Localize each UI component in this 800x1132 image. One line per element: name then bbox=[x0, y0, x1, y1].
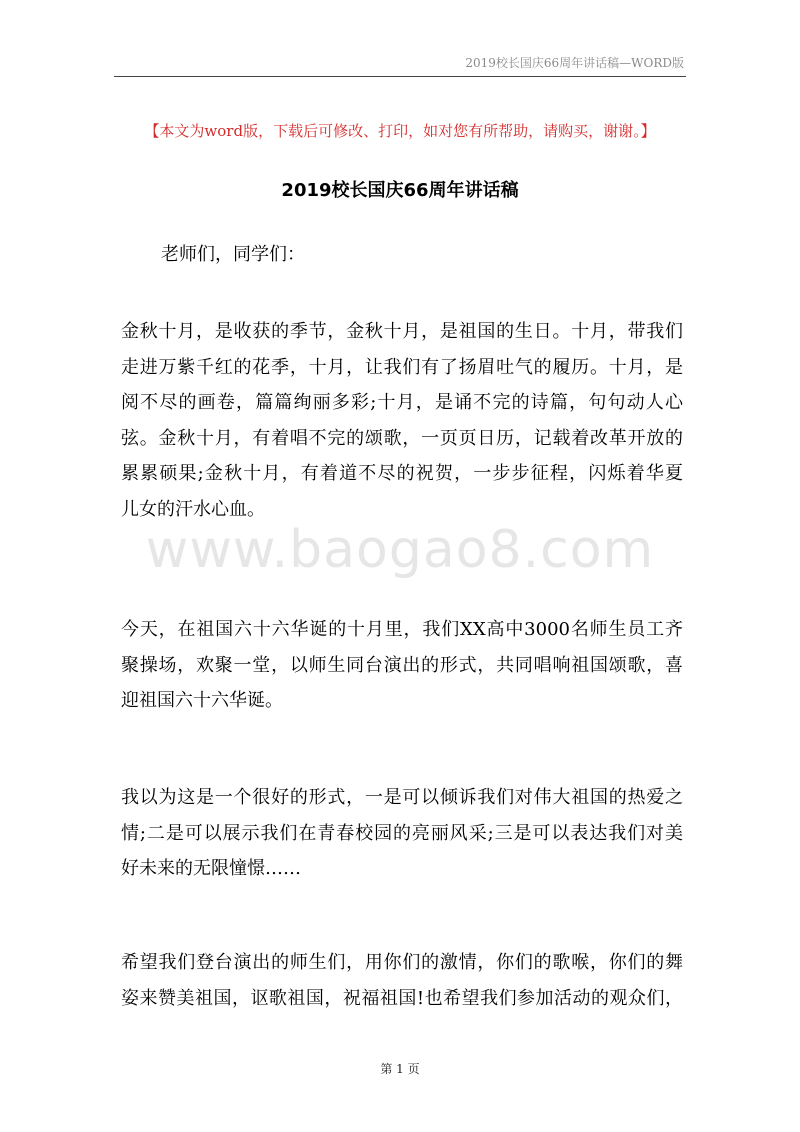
paragraph-2 bbox=[121, 612, 683, 719]
text-line: 情;二是可以展示我们在青春校园的亮丽风采;三是可以表达我们对美 bbox=[121, 822, 683, 844]
purchase-notice: 【本文为word版，下载后可修改、打印，如对您有所帮助，请购买，谢谢。】 bbox=[144, 122, 656, 140]
text-line: 金秋十月，是收获的季节，金秋十月，是祖国的生日。十月，带我们 bbox=[121, 321, 683, 342]
paragraph-4 bbox=[121, 945, 683, 1016]
header-divider bbox=[114, 76, 686, 77]
watermark: www.baogao8.com bbox=[145, 520, 655, 580]
salutation: 老师们，同学们： bbox=[161, 244, 305, 265]
text-line: 弦。金秋十月，有着唱不完的颂歌，一页页日历，记载着改革开放的 bbox=[121, 427, 683, 449]
text-line: 儿女的汗水心血。 bbox=[121, 498, 265, 520]
text-line: 今天，在祖国六十六华诞的十月里，我们XX高中3000名师生员工齐 bbox=[121, 619, 683, 640]
text-line: 好未来的无限憧憬…… bbox=[121, 858, 301, 879]
text-line: 希望我们登台演出的师生们，用你们的激情，你们的歌喉，你们的舞 bbox=[121, 952, 683, 973]
text-line: 累累硕果;金秋十月，有着道不尽的祝贺，一步步征程，闪烁着华夏 bbox=[121, 463, 683, 484]
text-line: 走进万紫千红的花季，十月，让我们有了扬眉吐气的履历。十月，是 bbox=[121, 356, 683, 378]
paragraph-1 bbox=[121, 314, 683, 527]
running-header: 2019校长国庆66周年讲话稿—WORD版 bbox=[465, 56, 684, 70]
paragraph-3 bbox=[121, 780, 683, 887]
text-line: 阅不尽的画卷，篇篇绚丽多彩;十月，是诵不完的诗篇，句句动人心 bbox=[121, 392, 683, 413]
document-title: 2019校长国庆66周年讲话稿 bbox=[281, 180, 519, 201]
text-line: 姿来赞美祖国，讴歌祖国，祝福祖国!也希望我们参加活动的观众们， bbox=[121, 987, 683, 1009]
text-line: 我以为这是一个很好的形式，一是可以倾诉我们对伟大祖国的热爱之 bbox=[121, 787, 683, 808]
page-number: 第 1 页 bbox=[380, 1062, 420, 1076]
text-line: 聚操场，欢聚一堂，以师生同台演出的形式，共同唱响祖国颂歌，喜 bbox=[121, 654, 683, 676]
text-line: 迎祖国六十六华诞。 bbox=[121, 690, 283, 711]
